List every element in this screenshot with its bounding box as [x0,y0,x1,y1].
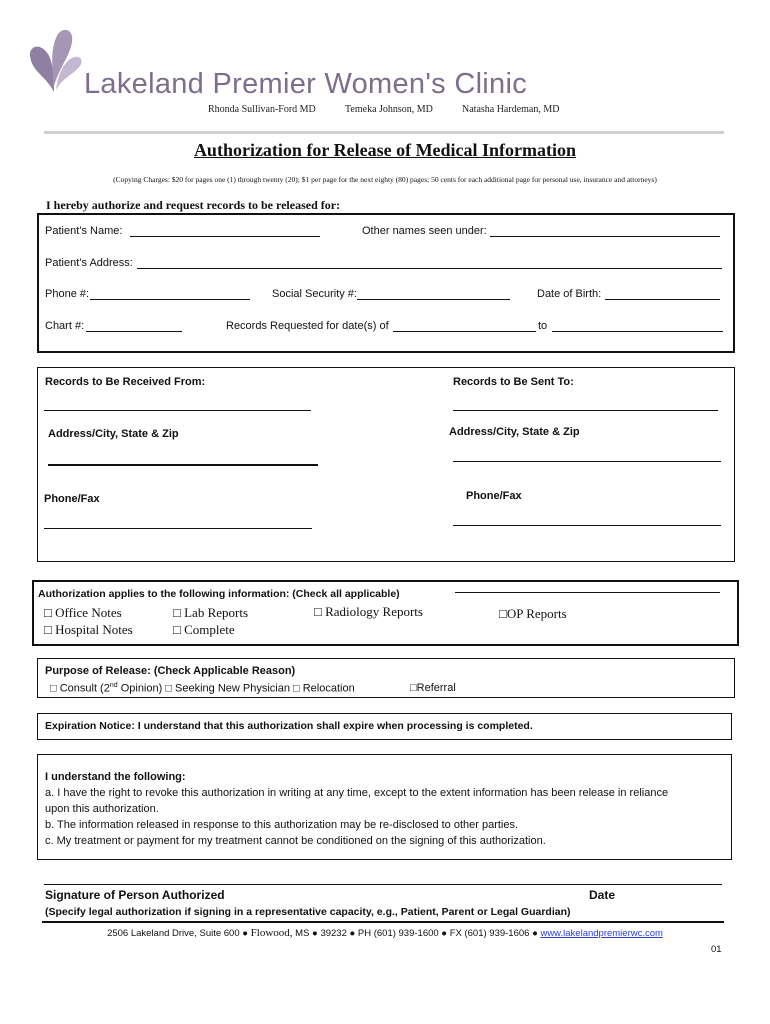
from-phone-field[interactable] [44,528,312,529]
copying-charges: (Copying Charges: $20 for pages one (1) through twenty (20); $1 per page for the next eighty (80) pages; 50 cents for each additional page for personal use, insurance and attorneys) [113,175,657,184]
to-phone-field[interactable] [453,525,721,526]
from-name-field[interactable] [44,410,311,411]
footer-address: 2506 Lakeland Drive, Suite 600 ● Flowood, MS ● 39232 ● PH (601) 939-1600 ● FX (601) 939-1606 ● www.lakelandpremierwc.com [107,927,663,939]
hospital-notes-checkbox[interactable]: □ Hospital Notes [44,622,133,637]
ssn-field[interactable] [357,299,510,300]
footer-divider [42,921,724,923]
form-title: Authorization for Release of Medical Information [193,140,577,160]
to-name-field[interactable] [453,410,718,411]
dob-label: Date of Birth: [537,288,602,300]
expiration-notice: Expiration Notice: I understand that this authorization shall expire when processing is completed. [45,720,533,732]
understand-item-a-cont: upon this authorization. [45,803,159,815]
other-names-label: Other names seen under: [362,225,487,237]
ssn-label: Social Security #: [272,288,357,300]
records-from-date-field[interactable] [393,331,536,332]
radiology-reports-checkbox[interactable]: □ Radiology Reports [314,604,423,619]
patient-address-field[interactable] [137,268,722,269]
butterfly-logo [26,26,86,96]
records-dates-label: Records Requested for date(s) of [226,320,389,332]
records-from-label: Records to Be Received From: [45,376,206,388]
op-reports-checkbox[interactable]: □OP Reports [499,606,567,621]
authorize-heading: I hereby authorize and request records to be released for: [46,198,341,212]
phone-label: Phone #: [45,288,90,300]
signature-note: (Specify legal authorization if signing in a representative capacity, e.g., Patient, Parent or Legal Guardian) [45,906,571,918]
records-to-date-field[interactable] [552,331,723,332]
applies-other-field[interactable] [455,592,720,593]
from-phone-label: Phone/Fax [44,493,100,505]
page-number: 01 [711,944,722,955]
applies-heading: Authorization applies to the following information: (Check all applicable) [38,588,400,600]
patient-address-label: Patient’s Address: [45,257,133,269]
complete-checkbox[interactable]: □ Complete [173,622,235,637]
clinic-name: Lakeland Premier Women's Clinic [84,68,528,100]
records-sent-to-label: Records to Be Sent To: [453,376,574,388]
header-divider [44,131,724,134]
purpose-options[interactable]: □ Consult (2nd Opinion) □ Seeking New Physician □ Relocation [50,682,355,695]
chart-field[interactable] [86,331,182,332]
understand-item-c: c. My treatment or payment for my treatment cannot be conditioned on the signing of this authorization. [45,835,546,847]
other-names-field[interactable] [490,236,720,237]
signature-label: Signature of Person Authorized [45,888,225,902]
doctor-name: Temeka Johnson, MD [345,104,433,115]
signature-field[interactable] [44,884,722,885]
understand-item-a: a. I have the right to revoke this authorization in writing at any time, except to the extent information has been release in reliance [45,787,669,799]
to-label: to [538,320,548,332]
understand-item-b: b. The information released in response to this authorization may be re-disclosed to other parties. [45,819,519,831]
website-link[interactable]: www.lakelandpremierwc.com [540,928,663,939]
referral-checkbox[interactable]: □Referral [410,682,456,694]
doctor-name: Rhonda Sullivan-Ford MD [208,104,316,115]
to-address-field[interactable] [453,461,721,462]
understand-heading: I understand the following: [45,771,186,783]
date-label: Date [589,888,616,902]
lab-reports-checkbox[interactable]: □ Lab Reports [173,605,249,620]
from-address-field[interactable] [48,464,318,466]
dob-field[interactable] [605,299,720,300]
chart-label: Chart #: [45,320,85,332]
patient-name-label: Patient’s Name: [45,225,123,237]
purpose-heading: Purpose of Release: (Check Applicable Reason) [45,665,296,677]
patient-name-field[interactable] [130,236,320,237]
to-phone-label: Phone/Fax [466,490,522,502]
from-address-label: Address/City, State & Zip [48,428,179,440]
phone-field[interactable] [90,299,250,300]
office-notes-checkbox[interactable]: □ Office Notes [44,605,122,620]
doctor-name: Natasha Hardeman, MD [462,104,560,115]
to-address-label: Address/City, State & Zip [449,426,580,438]
